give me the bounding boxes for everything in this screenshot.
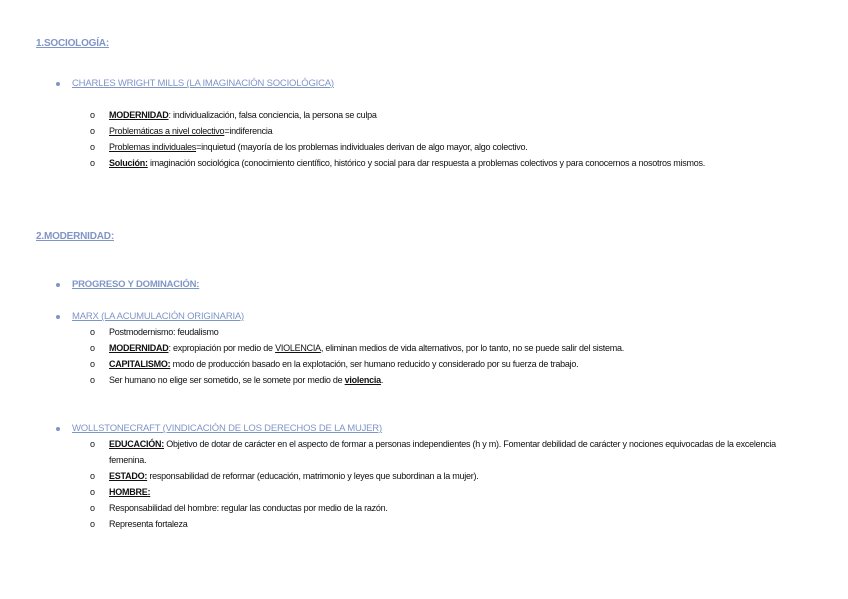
mills-link[interactable]: CHARLES WRIGHT MILLS (LA IMAGINACIÓN SOCIOLÓGICA): [72, 78, 334, 89]
item-text: =indiferencia: [224, 126, 273, 136]
item-text: Responsabilidad del hombre: regular las conductas por medio de la razón.: [109, 503, 388, 513]
item-text: =inquietud (mayoría de los problemas individuales derivan de algo mayor, algo colectivo.: [196, 142, 528, 152]
item-text: imaginación sociológica (conocimiento científico, histórico y social para dar respuesta a problemas colectivos y para conocernos a nosotros mismos.: [147, 158, 706, 168]
item-label: HOMBRE:: [109, 487, 151, 497]
item-text: Representa fortaleza: [109, 519, 188, 529]
circle-bullet-icon: o: [90, 519, 95, 529]
wollstonecraft-link[interactable]: WOLLSTONECRAFT (VINDICACIÓN DE LOS DERECHOS DE LA MUJER): [72, 423, 382, 434]
item-text-2: .: [380, 375, 384, 385]
item-text: : individualización, falsa conciencia, la persona se culpa: [168, 110, 377, 120]
item-label-2: VIOLENCIA: [275, 343, 321, 353]
circle-bullet-icon: o: [90, 327, 95, 337]
item-label: CAPITALISMO:: [109, 359, 171, 369]
item-label: EDUCACIÓN:: [109, 439, 164, 449]
item-label: Problemas individuales: [109, 142, 197, 152]
item-text: responsabilidad de reformar (educación, matrimonio y leyes que subordinan a la mujer).: [147, 471, 479, 481]
progreso-link[interactable]: PROGRESO Y DOMINACIÓN:: [72, 279, 200, 290]
circle-bullet-icon: o: [90, 439, 95, 449]
item-text: modo de producción basado en la explotación, ser humano reducido y considerado por su fuerza de trabajo.: [170, 359, 579, 369]
bullet-dot-icon: [56, 427, 60, 431]
circle-bullet-icon: o: [90, 142, 95, 152]
item-text-2: , eliminan medios de vida alternativos, por lo tanto, no se puede salir del sistema.: [320, 343, 625, 353]
section-heading-sociologia: 1.SOCIOLOGÍA:: [36, 38, 109, 49]
item-text: : expropiación por medio de: [168, 343, 276, 353]
item-text: Objetivo de dotar de carácter en el aspecto de formar a personas independientes (h y m). Fomentar debilidad de carácter y nociones equivocadas de la excelencia femenina.: [109, 439, 776, 465]
circle-bullet-icon: o: [90, 471, 95, 481]
bullet-dot-icon: [56, 82, 60, 86]
bullet-dot-icon: [56, 283, 60, 287]
item-text: Ser humano no elige ser sometido, se le somete por medio de: [109, 375, 345, 385]
circle-bullet-icon: o: [90, 158, 95, 168]
circle-bullet-icon: o: [90, 359, 95, 369]
circle-bullet-icon: o: [90, 487, 95, 497]
section-heading-modernidad: 2.MODERNIDAD:: [36, 231, 114, 242]
circle-bullet-icon: o: [90, 110, 95, 120]
item-label: Problemáticas a nivel colectivo: [109, 126, 225, 136]
item-label: MODERNIDAD: [109, 343, 169, 353]
bullet-dot-icon: [56, 315, 60, 319]
circle-bullet-icon: o: [90, 375, 95, 385]
item-text: Postmodernismo: feudalismo: [109, 327, 219, 337]
circle-bullet-icon: o: [90, 126, 95, 136]
circle-bullet-icon: o: [90, 343, 95, 353]
item-label: Solución:: [109, 158, 148, 168]
circle-bullet-icon: o: [90, 503, 95, 513]
item-label-2: violencia: [344, 375, 381, 385]
item-label: MODERNIDAD: [109, 110, 169, 120]
marx-link[interactable]: MARX (LA ACUMULACIÓN ORIGINARIA): [72, 311, 245, 322]
item-label: ESTADO:: [109, 471, 148, 481]
